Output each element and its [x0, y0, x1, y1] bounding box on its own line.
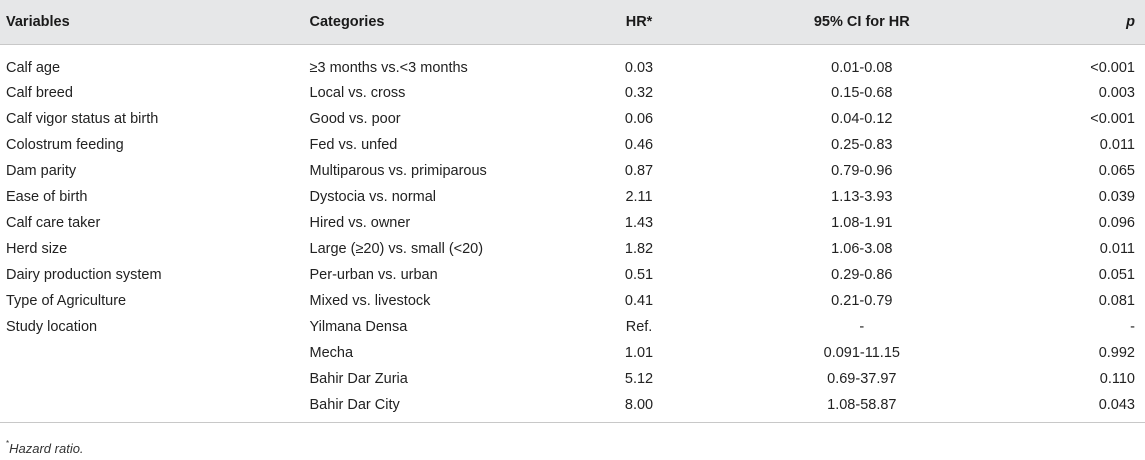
cell-ci: 1.13-3.93 [831, 189, 893, 205]
cell-hr: 5.12 [624, 371, 654, 387]
table-row [0, 210, 1145, 236]
table-row [0, 132, 1145, 158]
cell-variable: Dam parity [6, 163, 77, 179]
table-row [0, 262, 1145, 288]
cell-variable: Calf age [6, 60, 61, 77]
cell-category: Good vs. poor [309, 111, 401, 127]
cell-ci: 0.21-0.79 [831, 293, 893, 309]
cell-hr: 0.32 [624, 85, 654, 101]
cell-ci: 0.29-0.86 [831, 267, 893, 283]
cell-hr: 1.82 [624, 241, 654, 257]
cell-variable: Herd size [6, 241, 68, 257]
table-header-row [0, 0, 1145, 44]
cell-hr: 0.03 [624, 60, 654, 77]
cell-p: 0.051 [1098, 267, 1135, 283]
cell-variable [0, 366, 306, 392]
table-row [0, 80, 1145, 106]
cell-variable: Colostrum feeding [6, 137, 124, 153]
cell-hr: 8.00 [578, 392, 699, 422]
cell-variable: Calf vigor status at birth [6, 111, 159, 127]
cell-ci: 0.15-0.68 [831, 85, 893, 101]
cell-ci: 0.091-11.15 [823, 345, 900, 361]
header-hr: HR* [578, 0, 699, 44]
table-row [0, 366, 1145, 392]
cell-category: Mixed vs. livestock [309, 293, 431, 309]
table-footnote [6, 441, 84, 456]
table-row [0, 392, 1145, 422]
cell-variable: Dairy production system [6, 267, 162, 283]
cell-category: Yilmana Densa [309, 319, 408, 335]
table-row [0, 314, 1145, 340]
cell-hr: 2.11 [625, 189, 653, 205]
cell-hr: 0.51 [624, 267, 654, 283]
cell-ci: 0.79-0.96 [831, 163, 893, 179]
cell-ci: 0.04-0.12 [831, 111, 893, 127]
cell-category: ≥3 months vs.<3 months [309, 60, 468, 77]
table-row [0, 158, 1145, 184]
footnote-text: Hazard ratio. [9, 441, 84, 456]
cell-p: <0.001 [1090, 60, 1135, 77]
cell-category: Mecha [309, 345, 354, 361]
cell-p: 0.096 [1098, 215, 1135, 231]
cell-variable [0, 392, 306, 422]
header-variables: Variables [0, 0, 306, 44]
table-row [0, 288, 1145, 314]
cell-category: Hired vs. owner [309, 215, 411, 231]
cell-category: Bahir Dar City [306, 392, 579, 422]
cell-hr: 0.46 [624, 137, 654, 153]
cell-ci: 1.08-58.87 [700, 392, 1024, 422]
header-ci: 95% CI for HR [700, 0, 1024, 44]
table-row [0, 106, 1145, 132]
cell-p: 0.003 [1098, 85, 1135, 101]
table-body [0, 44, 1145, 422]
cell-ci: - [859, 319, 865, 335]
cell-p: 0.011 [1099, 137, 1135, 153]
cell-ci: 0.01-0.08 [831, 60, 893, 77]
cell-p: <0.001 [1090, 111, 1135, 127]
table-row [0, 184, 1145, 210]
cell-category: Large (≥20) vs. small (<20) [309, 241, 484, 257]
cell-p: 0.081 [1098, 293, 1135, 309]
cell-variable: Study location [6, 319, 98, 335]
cell-hr: Ref. [625, 319, 653, 335]
cell-p: 0.011 [1099, 241, 1135, 257]
cell-category: Dystocia vs. normal [309, 189, 437, 205]
cell-p: - [1130, 319, 1135, 335]
cell-hr: 1.01 [624, 345, 654, 361]
table-row [0, 236, 1145, 262]
cell-category: Fed vs. unfed [309, 137, 398, 153]
cell-ci: 0.25-0.83 [831, 137, 893, 153]
cell-ci: 0.69-37.97 [827, 371, 897, 387]
cell-variable: Ease of birth [6, 189, 88, 205]
cell-hr: 0.41 [624, 293, 654, 309]
cell-variable: Calf care taker [6, 215, 101, 231]
cell-p: 0.992 [1098, 345, 1135, 361]
cell-category: Per-urban vs. urban [309, 267, 438, 283]
table-row [0, 44, 1145, 80]
cell-hr: 0.06 [624, 111, 654, 127]
cell-p: 0.065 [1098, 163, 1135, 179]
cell-variable: Calf breed [6, 85, 73, 101]
cell-category: Local vs. cross [309, 85, 406, 101]
cell-variable [0, 340, 306, 366]
cell-hr: 1.43 [624, 215, 654, 231]
footnote-marker: * [6, 439, 10, 448]
header-p: p [1024, 0, 1145, 44]
table-row [0, 340, 1145, 366]
cell-ci: 1.08-1.91 [831, 215, 893, 231]
cell-ci: 1.06-3.08 [831, 241, 893, 257]
cell-p: 0.039 [1098, 189, 1135, 205]
cell-p: 0.110 [1099, 371, 1135, 387]
cell-variable: Type of Agriculture [6, 293, 127, 309]
cell-hr: 0.87 [624, 163, 654, 179]
header-categories: Categories [306, 0, 579, 44]
cell-category: Multiparous vs. primiparous [309, 163, 487, 179]
cell-p: 0.043 [1024, 392, 1145, 422]
cell-category: Bahir Dar Zuria [309, 371, 408, 387]
